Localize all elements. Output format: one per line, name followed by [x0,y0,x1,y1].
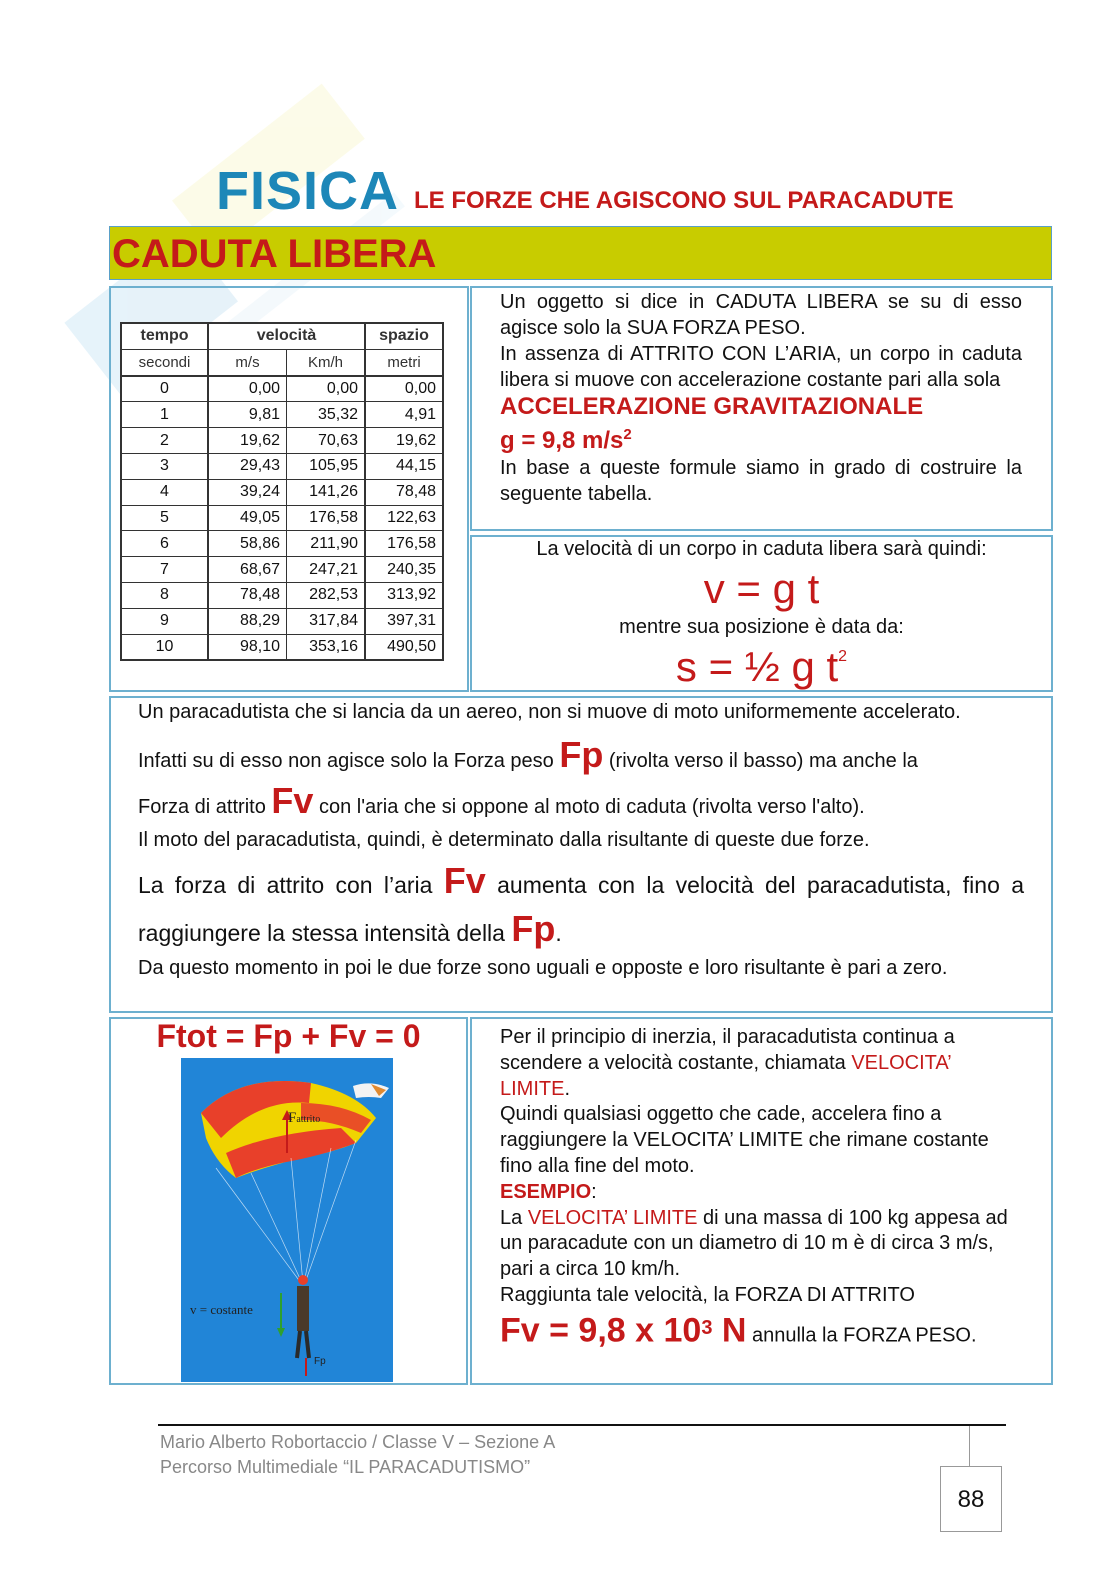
velocita-limite-term: VELOCITA’ LIMITE [527,1206,698,1229]
table-cell: 0,00 [365,376,443,402]
footer-credits [160,1430,555,1480]
explanation-p5 [138,859,1024,955]
fv-formula: Fv = 9,8 x 10 [500,1311,702,1350]
table-cell: 122,63 [365,505,443,531]
table-cell: 313,92 [365,582,443,608]
attrito-label-sub: attrito [296,1114,321,1125]
header-cell: tempo [121,323,208,349]
table-row [121,634,443,660]
table-cell: 240,35 [365,557,443,583]
intro-paragraph-1: Un oggetto si dice in CADUTA LIBERA se su di esso agisce solo la SUA FORZA PESO. [500,291,1022,339]
position-exponent: 2 [838,648,848,665]
fv-formula-line [500,1309,1020,1355]
table-row [121,428,443,454]
intro-paragraph-3: In base a queste formule siamo in grado di costruire la seguente tabella. [500,457,1022,505]
fv-exponent: 3 [701,1316,713,1339]
table-cell: 10 [121,634,208,660]
fv-symbol: Fv [443,860,486,901]
table-cell: 490,50 [365,634,443,660]
table-cell: 397,31 [365,608,443,634]
table-cell: 141,26 [287,479,366,505]
br-paragraph-5: annulla la FORZA PESO. [746,1324,977,1347]
velocita-limite-term: VELOCITA’ LIMITE [500,1051,951,1100]
table-cell: 19,62 [365,428,443,454]
position-formula-text: s = ½ g t [675,643,839,690]
table-row [121,479,443,505]
table-row [121,505,443,531]
example-label: ESEMPIO [500,1180,592,1203]
table-cell: 282,53 [287,582,366,608]
table-cell: 0,00 [287,376,366,402]
footer-course: Percorso Multimediale “IL PARACADUTISMO” [160,1457,531,1477]
table-cell: 5 [121,505,208,531]
p2-text-b: (rivolta verso il basso) ma anche la [603,750,918,772]
header-cell: velocità [208,323,365,349]
velocity-label: v = costante [190,1302,253,1317]
table-row [121,608,443,634]
example-heading [500,1180,1020,1206]
table-cell: 6 [121,531,208,557]
limit-velocity-text [500,1025,1020,1354]
explanation-p1: Un paracadutista che si lancia da un aereo, non si muove di moto uniformemente accelerato. [138,701,961,723]
unit-cell: metri [365,349,443,375]
p5-text-b: aumenta con la velocità del paracadutista, fino a raggiungere la stessa intensità della [138,872,1024,946]
header-cell: spazio [365,323,443,349]
p2-text-a: Infatti su di esso non agisce solo la Forza peso [138,750,560,772]
fp-symbol: Fp [511,908,556,949]
table-cell: 88,29 [208,608,287,634]
table-cell: 353,16 [287,634,366,660]
table-cell: 0 [121,376,208,402]
table-cell: 1 [121,402,208,428]
fp-symbol: Fp [559,734,604,775]
br-paragraph-2: Quindi qualsiasi oggetto che cade, accelera fino a raggiungere la VELOCITA’ LIMITE che rimane costante fino alla fine del moto. [500,1103,989,1177]
table-cell: 211,90 [287,531,366,557]
p5-text-a: La forza di attrito con l’aria [138,872,444,898]
p5-text-c: . [555,920,562,946]
footer-vertical-divider [969,1426,970,1466]
table-cell: 44,15 [365,453,443,479]
table-cell: 29,43 [208,453,287,479]
unit-cell: secondi [121,349,208,375]
explanation-text [138,699,1024,981]
section-title: CADUTA LIBERA [112,232,437,276]
intro-paragraph-2: In assenza di ATTRITO CON L’ARIA, un corpo in caduta libera si muove con accelerazione costante pari alla sola [500,343,1022,391]
table-cell: 247,21 [287,557,366,583]
example-colon: : [591,1180,597,1203]
explanation-p6: Da questo momento in poi le due forze sono uguali e opposte e loro risultante è pari a zero. [138,957,948,979]
p3-text-a: Forza di attrito [138,796,272,818]
table-cell: 4 [121,479,208,505]
table-cell: 9 [121,608,208,634]
table-cell: 68,67 [208,557,287,583]
page-number: 88 [940,1466,1002,1532]
explanation-p2 [138,735,1024,781]
attrito-label-f: F [288,1110,297,1126]
accel-label: ACCELERAZIONE GRAVITAZIONALE [500,393,924,420]
table-row [121,453,443,479]
free-fall-table [120,322,444,661]
br-p3-a: La [500,1206,528,1229]
table-cell: 19,62 [208,428,287,454]
parachute-image [181,1058,393,1382]
footer-author: Mario Alberto Robortaccio / Classe V – Sezione A [160,1432,556,1452]
position-formula [470,643,1053,691]
table-cell: 49,05 [208,505,287,531]
br-p3-c: di una massa di 100 kg appesa ad un paracadute con un diametro di 10 m è di circa 3 m/s, pari a circa 10 km/h. [500,1206,1008,1281]
table-cell: 78,48 [208,582,287,608]
p3-text-b: con l'aria che si oppone al moto di caduta (rivolta verso l'alto). [313,796,865,818]
table-cell: 176,58 [287,505,366,531]
explanation-p3 [138,781,1024,827]
table-cell: 317,84 [287,608,366,634]
table-cell: 105,95 [287,453,366,479]
table-cell: 35,32 [287,402,366,428]
table-cell: 58,86 [208,531,287,557]
table-cell: 0,00 [208,376,287,402]
table-cell: 70,63 [287,428,366,454]
formula-intro: La velocità di un corpo in caduta libera sarà quindi: [536,538,987,560]
attrito-label [288,1110,320,1127]
table-cell: 7 [121,557,208,583]
g-exponent: 2 [623,426,632,443]
table-row [121,376,443,402]
fv-symbol: Fv [271,780,314,821]
table-cell: 39,24 [208,479,287,505]
table-unit-row [121,349,443,375]
fv-unit: N [712,1311,747,1350]
g-value [500,421,1022,455]
table-cell: 9,81 [208,402,287,428]
br-paragraph-1 [500,1025,1020,1102]
table-cell: 3 [121,453,208,479]
table-row [121,531,443,557]
br-p1-end: . [564,1077,571,1100]
table-cell: 4,91 [365,402,443,428]
table-cell: 8 [121,582,208,608]
velocity-formula: v = g t [703,565,820,612]
page-subtitle: LE FORZE CHE AGISCONO SUL PARACADUTE [414,187,954,214]
table-cell: 176,58 [365,531,443,557]
position-intro: mentre sua posizione è data da: [619,616,904,638]
unit-cell: m/s [208,349,287,375]
table-row [121,582,443,608]
intro-text [500,289,1022,507]
g-value-text: g = 9,8 m/s [500,427,624,454]
unit-cell: Km/h [287,349,366,375]
table-cell: 2 [121,428,208,454]
table-cell: 98,10 [208,634,287,660]
table-row [121,557,443,583]
table-cell: 78,48 [365,479,443,505]
page-title: FISICA [216,161,400,221]
footer-divider [158,1424,1006,1426]
br-paragraph-4: Raggiunta tale velocità, la FORZA DI ATTRITO [500,1283,915,1306]
force-equation: Ftot = Fp + Fv = 0 [156,1018,421,1054]
br-p1-text: Per il principio di inerzia, il paracadutista continua a scendere a velocità costante, chiamata [500,1026,955,1074]
br-paragraph-3 [500,1206,1020,1283]
table-row [121,402,443,428]
fp-label: Fp [314,1356,326,1367]
table-header-row [121,323,443,349]
explanation-p4: Il moto del paracadutista, quindi, è determinato dalla risultante di queste due forze. [138,829,870,851]
